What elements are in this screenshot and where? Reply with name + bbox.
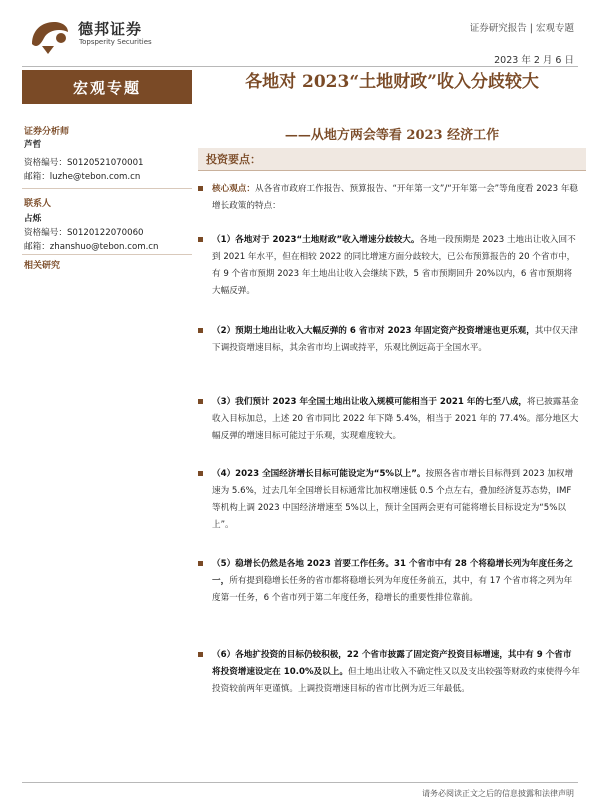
contact-email[interactable]: 邮箱：zhanshuo@tebon.com.cn [24,242,159,252]
section-label: 宏观专题 [22,70,192,104]
page-title: 各地对 2023“土地财政”收入分歧较大 [245,72,539,92]
point-paragraph [198,323,580,357]
sidebar-divider [22,188,192,189]
report-date: 2023 年 2 月 6 日 [494,55,574,66]
key-points-label: 投资要点： [206,153,261,166]
page-subtitle: ——从地方两会等看 2023 经济工作 [284,128,500,143]
point-text: 按照各省市增长目标得到 2023 加权增速为 5.6%，过去几年全国增长目标通常比加权增速低 0.5 个点左右，叠加经济复苏态势，IMF 等机构上调 2023 中国经济增速至 5%以上，预计全国两会更有可能将增长目标设定为“5%以上”。 [212,469,574,530]
point-paragraph [198,466,580,534]
point-heading: （2）预期土地出让收入大幅反弹的 6 省市对 2023 年固定资产投资增速也更乐观， [212,326,535,336]
analyst-heading: 证券分析师 [24,127,70,137]
contact-cert: 资格编号：S0120122070060 [24,228,144,238]
point-heading: （3）我们预计 2023 年全国土地出让收入规模可能相当于 2021 年的七至八成， [212,397,528,407]
contact-name: 占烁 [24,214,42,224]
contact-heading: 联系人 [24,199,52,209]
core-view-paragraph [198,181,580,215]
footer-disclaimer: 请务必阅读正文之后的信息披露和法律声明 [422,789,574,798]
bullet-icon [198,186,203,191]
point-text: 将已披露基金收入目标加总，上述 20 省市同比 2022 年下降 5.4%，相当于 2021 年的 77.4%。部分地区大幅反弹的增速目标可能过于乐观，实现难度较大。 [212,397,579,441]
brand-logo-icon [28,16,72,58]
bullet-icon [198,652,203,657]
point-paragraph [198,232,580,300]
report-type: 证券研究报告 | 宏观专题 [469,23,574,34]
point-text: 其中仅天津下调投资增速目标，其余省市均上调或持平，乐观比例远高于全国水平。 [212,326,578,353]
bullet-icon [198,399,203,404]
point-paragraph [198,394,580,445]
point-text: 但土地出让收入不确定性又以及支出较强等财政约束使得今年投资较前两年更谨慎。上调投资增速目标的省市比例为近三年最低。 [212,667,580,694]
sidebar-divider [22,254,192,255]
point-paragraph [198,647,580,698]
point-heading: （6）各地扩投资的目标仍较积极，22 个省市披露了固定资产投资目标增速，其中有 9 个省市将投资增速设定在 10.0%及以上。 [212,650,572,677]
bullet-icon [198,328,203,333]
point-text: 各地一段预期是 2023 土地出让收入回不到 2021 年水平，但在相较 2022 的同比增速方面分歧较大，已公布预算报告的 20 个省市中，有 9 个省市预期 2023 年土地出让收入会继续下跌，5 省市预期回升 20%以内，6 省市预期将大幅反弹。 [212,235,576,296]
header-divider [22,66,578,67]
footer-divider [22,782,578,783]
core-view-label: 核心观点： [212,184,255,194]
point-text: 所有提到稳增长任务的省市都将稳增长列为年度任务前五，其中，有 17 个省市将之列为年度第一任务，6 个省市列于第二年度任务，稳增长的重要性排位靠前。 [212,576,573,603]
point-heading: （4）2023 全国经济增长目标可能设定为“5%以上”。 [212,469,426,479]
bullet-icon [198,561,203,566]
bullet-icon [198,471,203,476]
related-heading: 相关研究 [24,261,61,271]
point-heading: （5）稳增长仍然是各地 2023 首要工作任务。31 个省市中有 28 个将稳增长列为年度任务之一， [212,559,573,586]
bullet-icon [198,237,203,242]
brand-name-en: Topsperity Securities [79,38,152,46]
point-heading: （1）各地对于 2023“土地财政”收入增速分歧较大。 [212,235,420,245]
core-view-text: 从各省市政府工作报告、预算报告、“开年第一文”/“开年第一会”等角度看 2023 年稳增长政策的特点： [212,184,579,211]
analyst-cert: 资格编号：S0120521070001 [24,158,144,168]
brand-name: 德邦证券 [78,20,143,38]
point-paragraph [198,556,580,607]
analyst-email[interactable]: 邮箱：luzhe@tebon.com.cn [24,172,141,182]
analyst-name: 芦哲 [24,140,42,150]
